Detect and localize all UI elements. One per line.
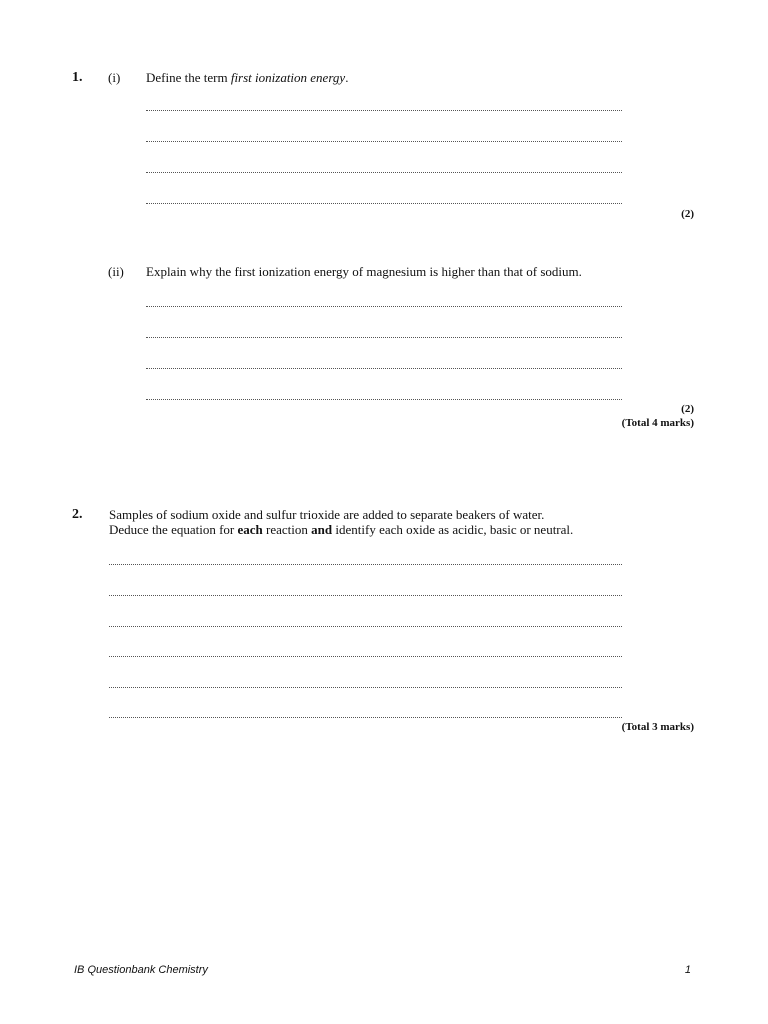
question-2-stem-line-1: Samples of sodium oxide and sulfur trioxide are added to separate beakers of water. (109, 507, 545, 522)
question-2-number: 2. (72, 507, 83, 522)
answer-line[interactable] (146, 306, 622, 307)
answer-line[interactable] (146, 110, 622, 111)
page-number: 1 (684, 964, 691, 976)
footer-source: IB Questionbank Chemistry (74, 964, 208, 976)
answer-line[interactable] (109, 717, 622, 718)
answer-line[interactable] (109, 626, 622, 627)
answer-line[interactable] (146, 203, 622, 204)
answer-line[interactable] (146, 337, 622, 338)
question-1-part-ii-label: (ii) (108, 264, 124, 279)
stem-text: reaction (262, 522, 312, 537)
prompt-text: Define the term (146, 70, 231, 85)
question-1-part-ii-prompt: Explain why the first ionization energy of magnesium is higher than that of sodium. (146, 264, 582, 279)
part-i-marks: (2) (681, 208, 694, 220)
answer-line[interactable] (109, 595, 622, 596)
stem-text: Deduce the equation for (109, 522, 238, 537)
answer-line[interactable] (146, 399, 622, 400)
part-ii-marks: (2) (681, 403, 694, 415)
prompt-end: . (345, 70, 349, 85)
answer-line[interactable] (146, 368, 622, 369)
question-1-part-i-prompt (146, 70, 348, 86)
prompt-term: first ionization energy (230, 70, 346, 85)
answer-line[interactable] (109, 656, 622, 657)
answer-line[interactable] (109, 564, 622, 565)
stem-emphasis-each: each (237, 522, 263, 537)
stem-emphasis-and: and (311, 522, 333, 537)
question-2-stem-line-2 (109, 522, 573, 538)
question-1-part-i-label: (i) (108, 70, 121, 85)
question-2-total-marks: (Total 3 marks) (621, 721, 694, 733)
answer-line[interactable] (146, 141, 622, 142)
answer-line[interactable] (146, 172, 622, 173)
question-1-total-marks: (Total 4 marks) (621, 417, 694, 429)
question-1-number: 1. (72, 70, 83, 85)
answer-line[interactable] (109, 687, 622, 688)
stem-text: identify each oxide as acidic, basic or neutral. (332, 522, 574, 537)
